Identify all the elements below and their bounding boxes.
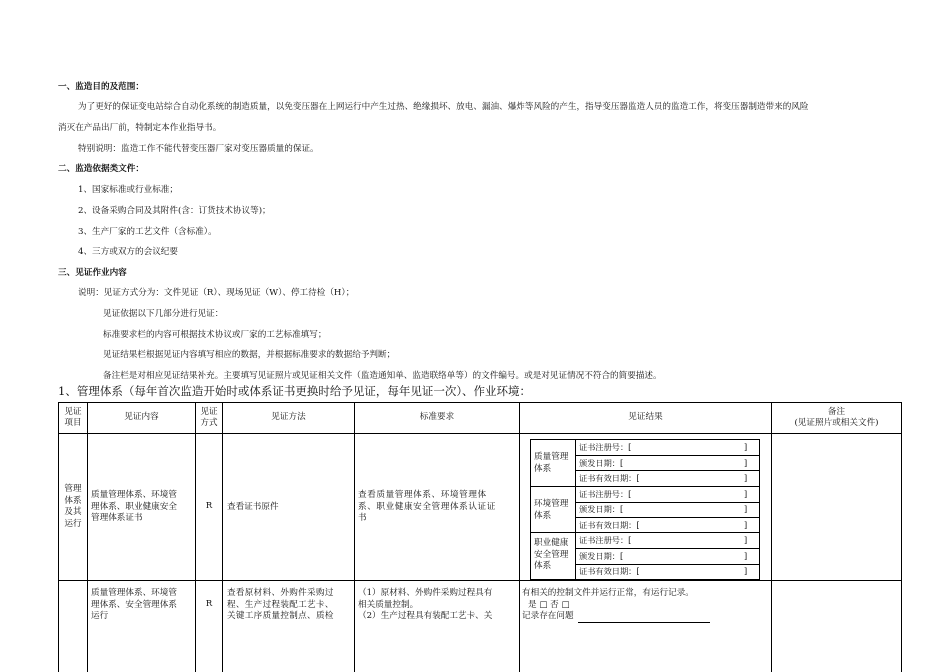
cert-field: 证书注册号：[ <box>579 535 632 545</box>
cert-name-ohs: 职业健康 安全管理 体系 <box>534 538 569 571</box>
cert-name-environment: 环境管理 体系 <box>534 499 569 521</box>
cert-field: 颁发日期：[ <box>579 458 624 468</box>
section-3-note: 说明：见证方式分为：文件见证（R）、现场见证（W）、停工待检（H）； <box>78 288 355 298</box>
bracket: ] <box>744 566 748 576</box>
cert-field: 颁发日期：[ <box>579 551 624 561</box>
section-2-item: 2、设备采购合同及其附件(含：订货技术协议等)； <box>78 206 271 216</box>
section-1-title: 一、监造目的及范围： <box>58 82 144 92</box>
section-2-item: 3、生产厂家的工艺文件（含标准）。 <box>78 227 217 237</box>
bracket: ] <box>744 520 748 530</box>
section-3-sub-item: 备注栏是对相应见证结果补充。主要填写见证照片或见证相关文件（监造通知单、监造联络单等）的文件编号。或是对见证情况不符合的简要描述。 <box>103 371 662 381</box>
bracket: ] <box>744 489 748 499</box>
section-2-title: 二、监造依据类文件： <box>58 164 144 174</box>
row2-result: 有相关的控制文件并运行正常，有运行记录。 是 □ 否 □ 记录存在问题 <box>522 588 770 623</box>
cert-name-quality: 质量管理 体系 <box>534 452 569 474</box>
row2-standard: （1）原材料、外购件采购过程具有 相关质量控制。 （2）生产过程具有装配工艺卡、关 <box>358 588 493 621</box>
bracket: ] <box>744 551 748 561</box>
section-2-item: 4、三方或双方的会议纪要 <box>78 247 178 257</box>
bracket: ] <box>744 504 748 514</box>
bracket: ] <box>744 535 748 545</box>
header-method: 见证方法 <box>271 412 306 423</box>
row1-method: 查看证书原件 <box>227 502 279 512</box>
cert-field: 证书注册号：[ <box>579 442 632 452</box>
cert-field: 证书有效日期：[ <box>579 473 640 483</box>
witness-table <box>58 402 902 672</box>
record-issue-label: 记录存在问题 <box>522 611 574 621</box>
section-1-paragraph-line-1: 为了更好的保证变电站综合自动化系统的制造质量，以免变压器在上网运行中产生过热、绝缘损坏、放电、漏油、爆炸等风险的产生，指导变压器监造人员的监造工作，将变压器制造带来的风险 <box>78 102 809 112</box>
row2-mode: R <box>205 599 213 610</box>
header-standard: 标准要求 <box>419 412 455 423</box>
yes-no-checkboxes[interactable]: 是 □ 否 □ <box>528 599 570 610</box>
cert-field: 证书有效日期：[ <box>579 566 640 576</box>
section-3-sub-item: 标准要求栏的内容可根据技术协议或厂家的工艺标准填写； <box>103 330 327 340</box>
section-1-special-note: 特别说明：监造工作不能代替变压器厂家对变压器质量的保证。 <box>78 144 319 154</box>
row1-mode: R <box>205 501 213 512</box>
section-3-sub-item: 见证依据以下几部分进行见证： <box>103 309 224 319</box>
header-remark: 备注 (见证照片或相关文件) <box>794 406 879 428</box>
section-1-paragraph-line-2: 消灭在产品出厂前，特制定本作业指导书。 <box>58 123 222 133</box>
table-title: 1、管理体系（每年首次监造开始时或体系证书更换时给予见证，每年见证一次）、作业环境： <box>58 384 532 398</box>
record-issue-line[interactable] <box>578 613 710 623</box>
bracket: ] <box>744 458 748 468</box>
header-content: 见证内容 <box>124 412 159 423</box>
section-3-title: 三、见证作业内容 <box>58 268 127 278</box>
row2-method: 查看原材料、外购件采购过 程、生产过程装配工艺卡、 关键工序质量控制点、质检 <box>227 588 334 621</box>
cert-field: 颁发日期：[ <box>579 504 624 514</box>
section-3-sub-item: 见证结果栏根据见证内容填写相应的数据，并根据标准要求的数据给予判断； <box>103 350 396 360</box>
cert-field: 证书有效日期：[ <box>579 520 640 530</box>
row-group-label: 管理 体系 及其 运行 <box>64 484 82 529</box>
header-result: 见证结果 <box>628 412 663 423</box>
bracket: ] <box>744 442 748 452</box>
row2-content: 质量管理体系、环境管 理体系、安全管理体系 运行 <box>91 588 177 621</box>
header-mode: 见证 方式 <box>200 406 218 428</box>
row1-content: 质量管理体系、环境管 理体系、职业健康安全 管理体系证书 <box>91 490 177 523</box>
cert-field: 证书注册号：[ <box>579 489 632 499</box>
section-2-item: 1、国家标准或行业标准； <box>78 185 178 195</box>
header-item: 见证 项目 <box>64 406 82 428</box>
bracket: ] <box>744 473 748 483</box>
row1-standard: 查看质量管理体系、环境管理体 系、职业健康安全管理体系认证证 书 <box>358 490 496 523</box>
